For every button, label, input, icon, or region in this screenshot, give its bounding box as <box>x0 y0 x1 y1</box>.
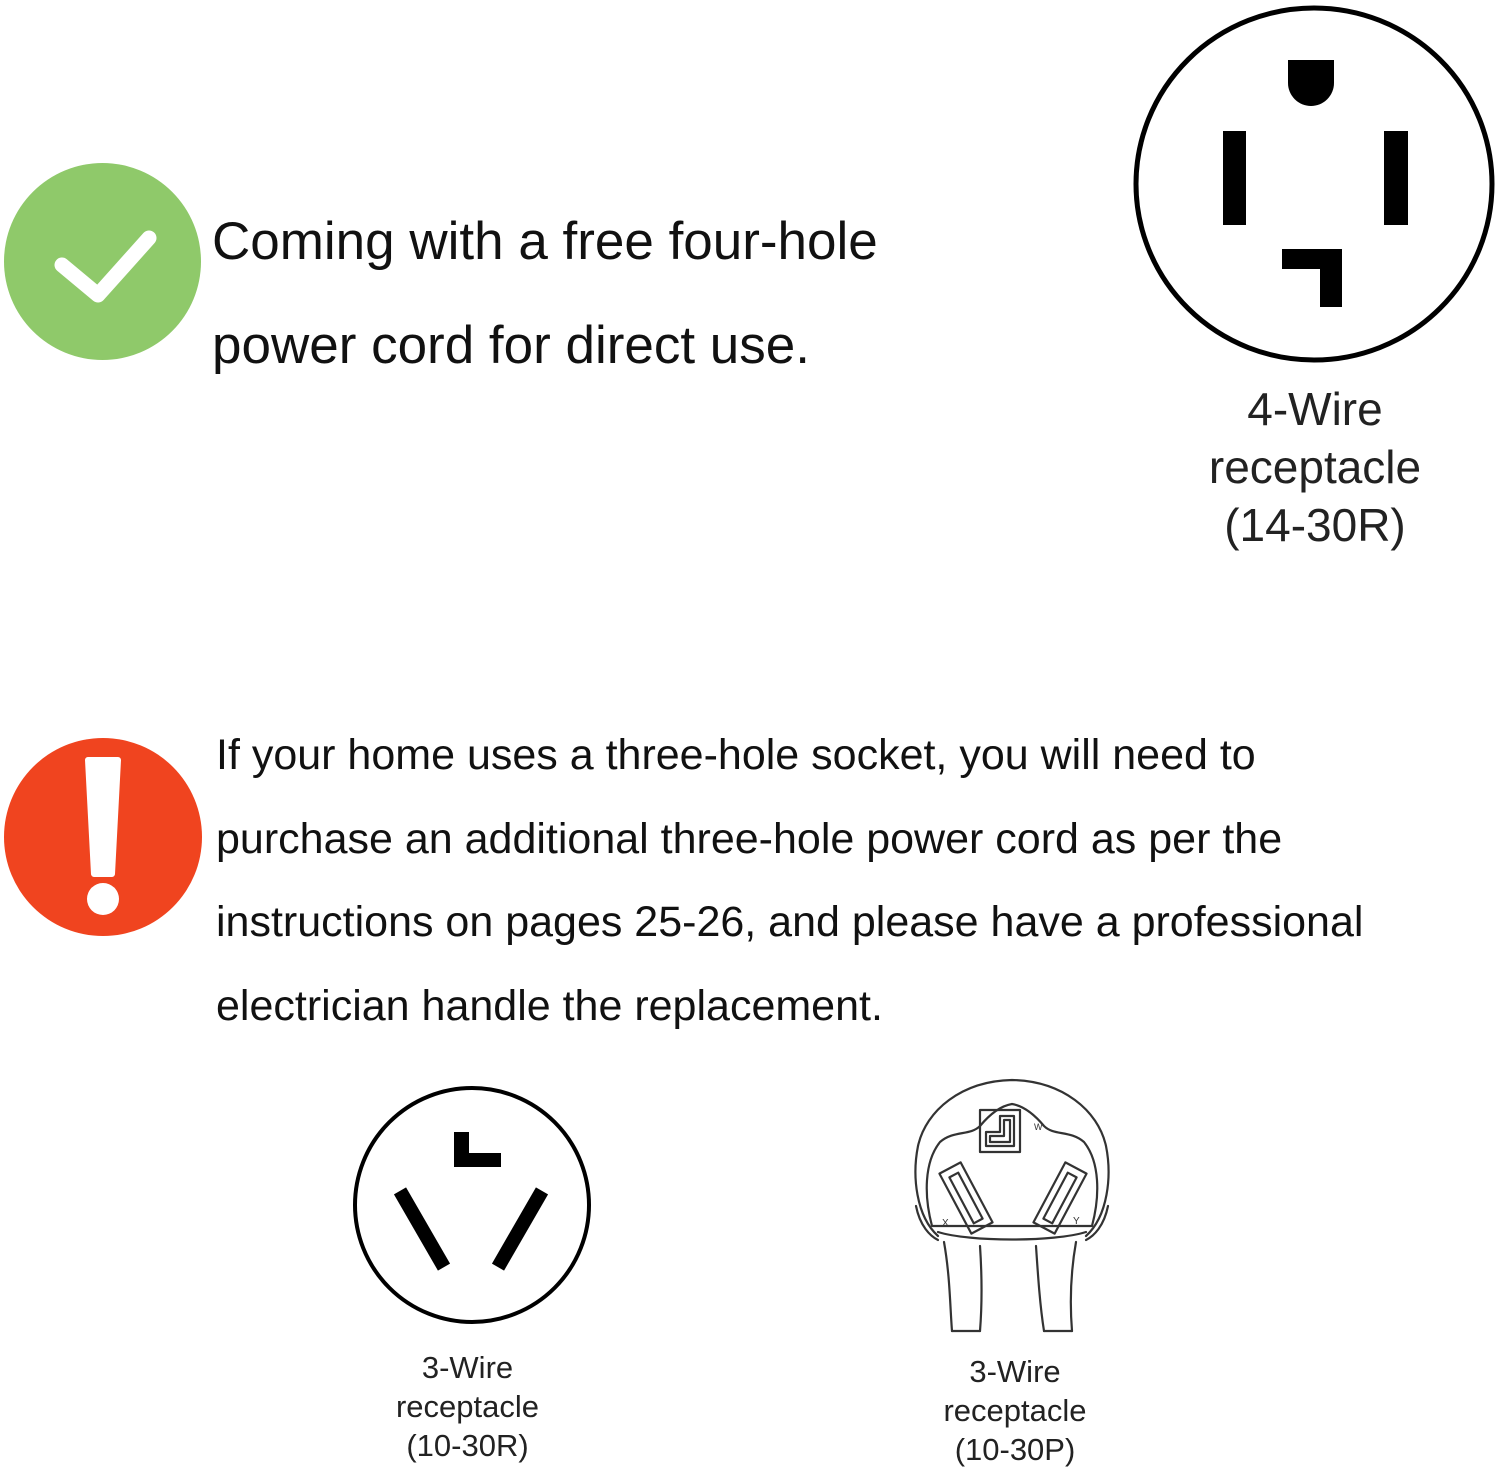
warning-note-line: electrician handle the replacement. <box>216 981 883 1030</box>
warning-note <box>216 714 1363 1048</box>
ok-note-line: power cord for direct use. <box>212 316 810 375</box>
exclamation-dot <box>87 883 119 915</box>
caption-line: receptacle <box>1208 441 1422 493</box>
hot-blade-y <box>1043 1173 1076 1224</box>
ok-note-line: Coming with a free four-hole <box>212 212 878 271</box>
hot-slot-y <box>1384 131 1408 225</box>
hot-blade-x <box>949 1173 982 1224</box>
plug-face-bottom <box>938 1232 1086 1240</box>
warning-badge <box>4 738 202 936</box>
caption-line: receptacle <box>943 1393 1087 1428</box>
cord-right-inner <box>1036 1246 1044 1331</box>
ok-note <box>212 190 878 398</box>
pin-label-w: W <box>1034 1122 1043 1132</box>
pin-label-x: X <box>942 1218 949 1229</box>
ok-badge-circle <box>4 163 201 360</box>
pin-label-y: Y <box>1073 1216 1080 1227</box>
nema-10-30p-plug-icon <box>910 1076 1114 1340</box>
receptacle-14-30r-caption <box>1150 380 1480 554</box>
receptacle-face <box>355 1088 589 1322</box>
caption-line: (14-30R) <box>1224 499 1406 551</box>
warning-note-line: instructions on pages 25-26, and please have a professional <box>216 898 1364 946</box>
ground-slot <box>1288 60 1334 106</box>
caption-line: (10-30P) <box>954 1432 1076 1467</box>
caption-line: 4-Wire <box>1247 383 1383 435</box>
nema-10-30r-receptacle-icon <box>352 1084 594 1326</box>
cord-left-inner <box>980 1246 982 1331</box>
nema-14-30r-receptacle-icon <box>1134 3 1496 363</box>
cord-left-outer <box>944 1242 952 1331</box>
warning-note-line: If your home uses a three-hole socket, you will need to <box>216 731 1256 779</box>
plug-10-30p-caption <box>880 1352 1150 1469</box>
receptacle-10-30r-caption <box>330 1348 605 1465</box>
warning-note-line: purchase an additional three-hole power cord as per the <box>216 814 1283 863</box>
caption-line: 3-Wire <box>969 1354 1061 1389</box>
caption-line: receptacle <box>395 1389 540 1424</box>
caption-line: (10-30R) <box>406 1428 529 1463</box>
exclamation-bar <box>88 760 118 874</box>
checkmark-icon <box>4 163 201 360</box>
cord-right-outer <box>1071 1242 1076 1331</box>
exclamation-icon <box>4 738 202 936</box>
ok-badge <box>4 163 201 360</box>
hot-slot-x <box>1223 131 1246 225</box>
caption-line: 3-Wire <box>421 1350 514 1385</box>
